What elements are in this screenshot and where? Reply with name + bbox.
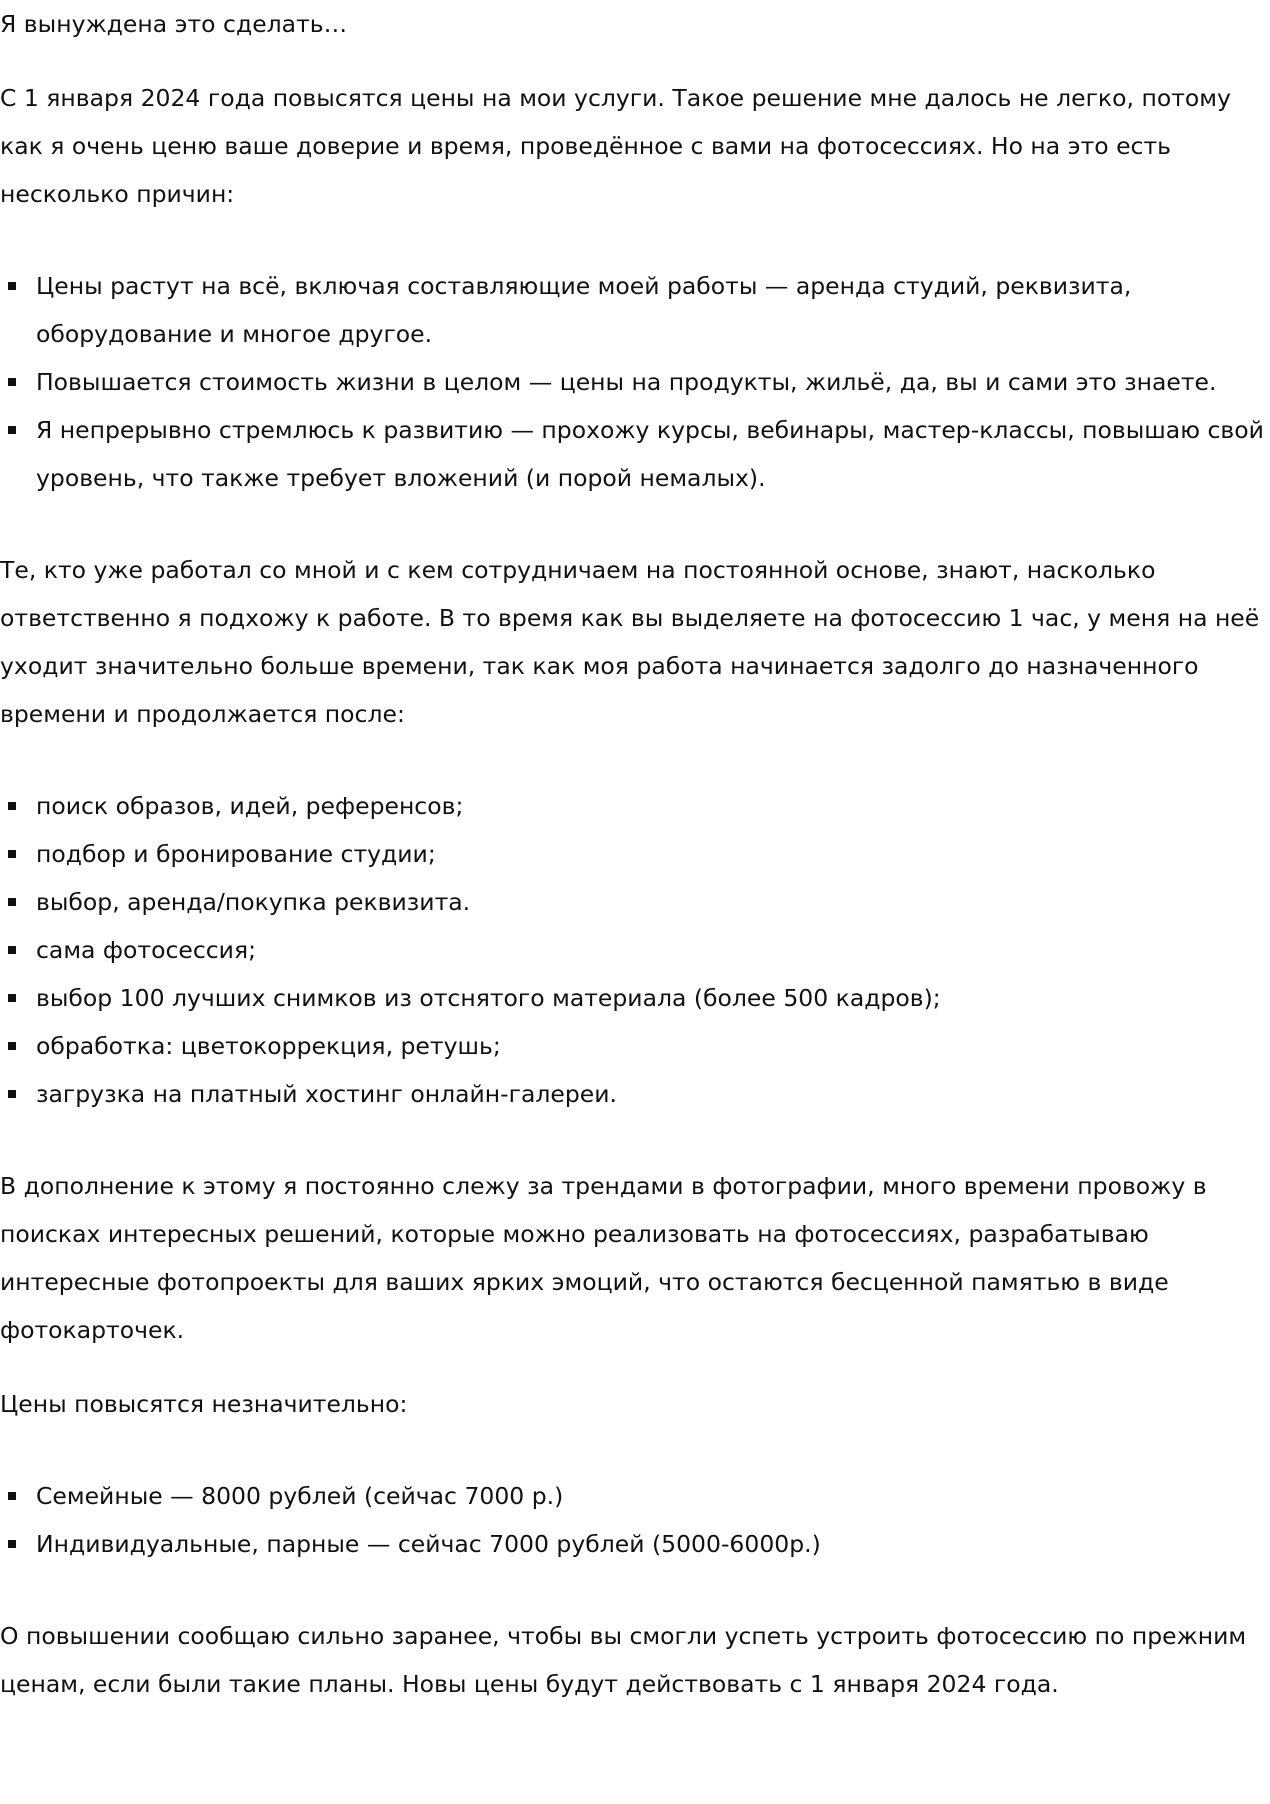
list-item: поиск образов, идей, референсов;: [36, 782, 1270, 830]
trends-paragraph: В дополнение к этому я постоянно слежу за трендами в фотографии, много времени провожу в поисках интересных решений, которые можно реализовать на фотосессиях, разрабатываю интересные фотопроекты для ваших ярких эмоций, что остаются бесценной памятью в виде фотокарточек.: [0, 1172, 1207, 1344]
list-item: Повышается стоимость жизни в целом — цены на продукты, жильё, да, вы и сами это знаете.: [36, 358, 1270, 406]
intro-paragraph: С 1 января 2024 года повысятся цены на мои услуги. Такое решение мне далось не легко, потому как я очень ценю ваше доверие и время, проведённое с вами на фотосессиях. Но на это есть несколько причин:: [0, 84, 1231, 208]
list-item: выбор, аренда/покупка реквизита.: [36, 878, 1270, 926]
closing-paragraph: О повышении сообщаю сильно заранее, чтобы вы смогли успеть устроить фотосессию по прежним ценам, если были такие планы. Новы цены будут действовать с 1 января 2024 года.: [0, 1622, 1247, 1698]
reasons-list: [0, 262, 1270, 502]
price-item: Индивидуальные, парные — сейчас 7000 рублей (5000-6000р.): [36, 1520, 1270, 1568]
work-paragraph: Те, кто уже работал со мной и с кем сотрудничаем на постоянной основе, знают, насколько ответственно я подхожу к работе. В то время как вы выделяете на фотосессию 1 час, у меня на неё уходит значительно больше времени, так как моя работа начинается задолго до назначенного времени и продолжается после:: [0, 556, 1260, 728]
list-item: загрузка на платный хостинг онлайн-галереи.: [36, 1070, 1270, 1118]
prices-list: [0, 1472, 1270, 1568]
list-item: выбор 100 лучших снимков из отснятого материала (более 500 кадров);: [36, 974, 1270, 1022]
list-item: обработка: цветокоррекция, ретушь;: [36, 1022, 1270, 1070]
article-heading: Я вынуждена это сделать…: [0, 10, 348, 38]
prices-intro: Цены повысятся незначительно:: [0, 1390, 408, 1418]
list-item: Цены растут на всё, включая составляющие моей работы — аренда студий, реквизита, оборудование и многое другое.: [36, 262, 1270, 358]
work-steps-list: [0, 782, 1270, 1118]
price-item: Семейные — 8000 рублей (сейчас 7000 р.): [36, 1472, 1270, 1520]
list-item: подбор и бронирование студии;: [36, 830, 1270, 878]
list-item: Я непрерывно стремлюсь к развитию — прохожу курсы, вебинары, мастер-классы, повышаю свой уровень, что также требует вложений (и порой немалых).: [36, 406, 1270, 502]
list-item: сама фотосессия;: [36, 926, 1270, 974]
